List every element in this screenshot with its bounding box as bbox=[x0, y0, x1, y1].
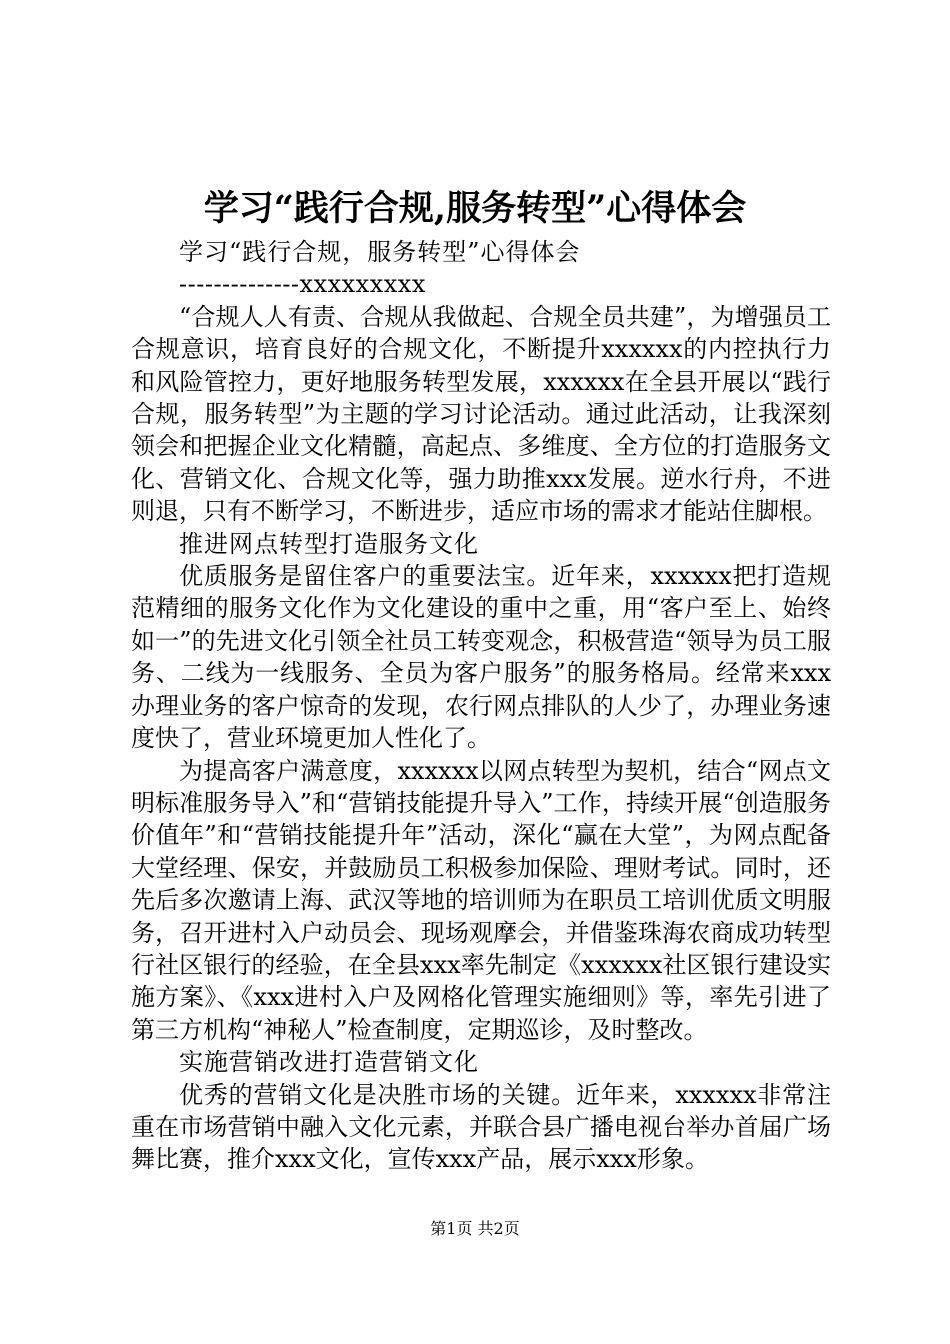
section-heading-marketing: 实施营销改进打造营销文化 bbox=[179, 1048, 479, 1077]
section-heading-service: 推进网点转型打造服务文化 bbox=[179, 529, 479, 558]
paragraph-service-2: 为提高客户满意度，xxxxxx以网点转型为契机，结合“网点文明标准服务导入”和“营销技能提升导入”工作，持续开展“创造服务价值年”和“营销技能提升年”活动，深化“赢在大堂”，为网点配备大堂经理、保安，并鼓励员工积极参加保险、理财考试。同时，还先后多次邀请上海、武汉等地的培训师为在职员工培训优质文明服务，召开进村入户动员会、现场观摩会，并借鉴珠海农商成功转型行社区银行的经验，在全县xxx率先制定《xxxxxx社区银行建设实施方案》、《xxx进村入户及网格化管理实施细则》等，率先引进了第三方机构“神秘人”检查制度，定期巡诊，及时整改。 bbox=[131, 756, 831, 1044]
document-title: 学习“践行合规,服务转型”心得体会 bbox=[203, 188, 747, 229]
divider-line: --------------xxxxxxxxx bbox=[179, 270, 426, 299]
page-footer: 第1页 共2页 bbox=[430, 1219, 520, 1238]
document-body bbox=[131, 236, 831, 1176]
paragraph-marketing-1: 优秀的营销文化是决胜市场的关键。近年来，xxxxxx非常注重在市场营销中融入文化元素，并联合县广播电视台举办首届广场舞比赛，推介xxx文化，宣传xxx产品，展示xxx形象。 bbox=[131, 1080, 831, 1174]
paragraph-intro: “合规人人有责、合规从我做起、合规全员共建”，为增强员工合规意识，培育良好的合规文化，不断提升xxxxxx的内控执行力和风险管控力，更好地服务转型发展，xxxxxx在全县开展以“践行合规，服务转型”为主题的学习讨论活动。通过此活动，让我深刻领会和把握企业文化精髓，高起点、多维度、全方位的打造服务文化、营销文化、合规文化等，强力助推xxx发展。逆水行舟，不进则退，只有不断学习，不断进步，适应市场的需求才能站住脚根。 bbox=[131, 302, 831, 526]
paragraph-service-1: 优质服务是留住客户的重要法宝。近年来，xxxxxx把打造规范精细的服务文化作为文化建设的重中之重，用“客户至上、始终如一”的先进文化引领全社员工转变观念，积极营造“领导为员工服务、二线为一线服务、全员为客户服务”的服务格局。经常来xxx办理业务的客户惊奇的发现，农行网点排队的人少了，办理业务速度快了，营业环境更加人性化了。 bbox=[131, 562, 831, 753]
document-subtitle: 学习“践行合规，服务转型”心得体会 bbox=[179, 238, 581, 266]
